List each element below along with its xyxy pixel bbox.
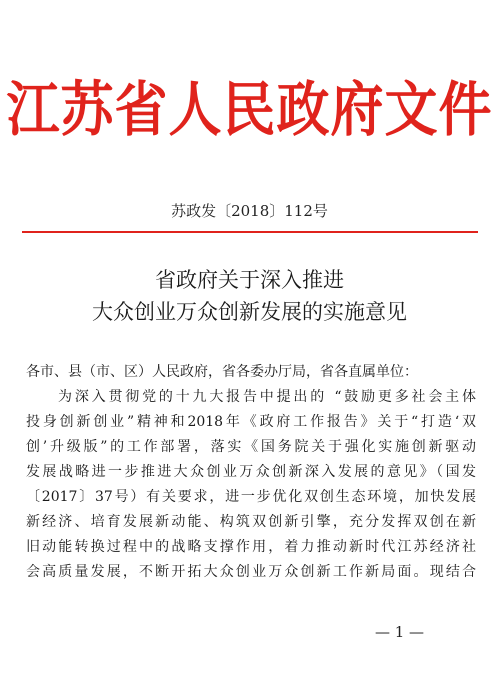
page-number: — 1 — (374, 623, 425, 641)
body-line: 投身创新创业”精神和2018年《政府工作报告》关于“打造‘双 (26, 414, 476, 430)
document-body (26, 360, 476, 585)
body-line: 会高质量发展，不断开拓大众创业万众创新工作新局面。现结合 (26, 564, 476, 580)
document-title-line-2: 大众创业万众创新发展的实施意见 (92, 300, 407, 324)
body-line: 发展战略进一步推进大众创业万众创新深入发展的意见》（国发 (26, 464, 476, 480)
document-masthead: 江苏省人民政府文件 (6, 75, 493, 145)
red-divider-line (22, 231, 478, 233)
body-line: 新经济、培育发展新动能、构筑双创新引擎，充分发挥双创在新 (26, 514, 476, 530)
body-line: 为深入贯彻党的十九大报告中提出的 “鼓励更多社会主体 (58, 389, 476, 405)
body-line: 〔2017〕37号）有关要求，进一步优化双创生态环境，加快发展 (26, 489, 476, 505)
body-line: 旧动能转换过程中的战略支撑作用，着力推动新时代江苏经济社 (26, 539, 476, 555)
document-number: 苏政发〔2018〕112号 (171, 202, 328, 220)
salutation-line: 各市、县（市、区）人民政府，省各委办厅局，省各直属单位： (26, 364, 418, 380)
body-line: 创’升级版”的工作部署，落实《国务院关于强化实施创新驱动 (26, 439, 476, 455)
document-title-line-1: 省政府关于深入推进 (155, 268, 344, 292)
